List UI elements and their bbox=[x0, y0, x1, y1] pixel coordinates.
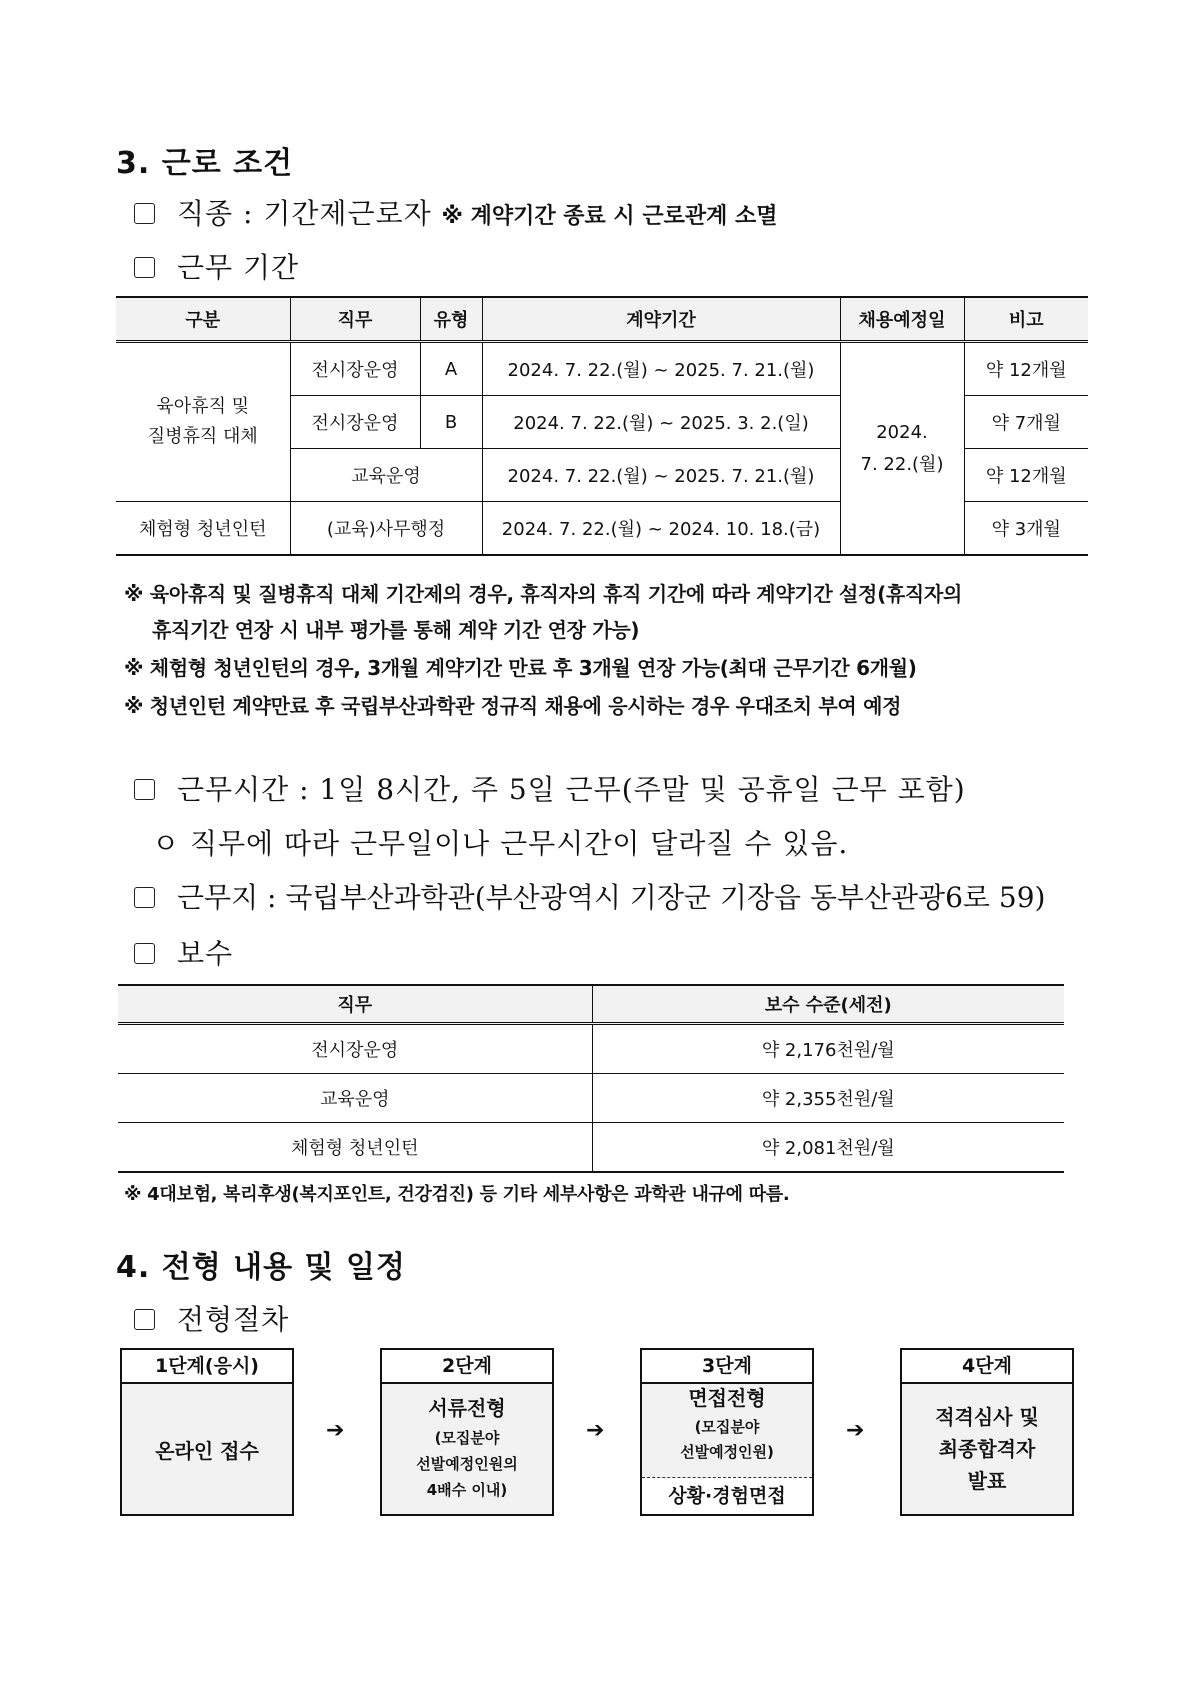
job-type-note: ※ 계약기간 종료 시 근로관계 소멸 bbox=[441, 204, 778, 229]
header-cell: 유형 bbox=[420, 297, 482, 342]
pay-label: 보수 bbox=[177, 937, 234, 970]
pay-line bbox=[134, 932, 233, 972]
step-header: 2단계 bbox=[382, 1350, 552, 1384]
step-body bbox=[902, 1384, 1072, 1514]
step-sub: (모집분야 bbox=[434, 1429, 500, 1447]
work-hours-text: 근무시간 : 1일 8시간, 주 5일 근무(주말 및 공휴일 근무 포함) bbox=[177, 773, 966, 806]
workplace-text: 근무지 : 국립부산과학관(부산광역시 기장군 기장읍 동부산관광6로 59) bbox=[177, 881, 1046, 914]
step-main: 최종합격자 bbox=[938, 1437, 1036, 1461]
step-main: 온라인 접수 bbox=[155, 1438, 259, 1463]
header-cell: 채용예정일 bbox=[840, 297, 964, 342]
job-cell: 전시장운영 bbox=[290, 396, 420, 449]
step-main: 면접전형 bbox=[688, 1386, 766, 1410]
table-row bbox=[118, 1024, 1064, 1074]
step-main: 서류전형 bbox=[428, 1396, 506, 1420]
process-line bbox=[134, 1298, 289, 1338]
work-hours-sub: ㅇ 직무에 따라 근무일이나 근무시간이 달라질 수 있음. bbox=[152, 827, 849, 860]
note-line: ※ 청년인턴 계약만료 후 국립부산과학관 정규직 채용에 응시하는 경우 우대조치 부여 예정 bbox=[124, 694, 902, 718]
step-3-box bbox=[640, 1348, 814, 1516]
header-cell: 비고 bbox=[964, 297, 1088, 342]
note-line: 휴직기간 연장 시 내부 평가를 통해 계약 기간 연장 가능) bbox=[152, 618, 640, 642]
note-cell: 약 3개월 bbox=[964, 502, 1088, 556]
work-hours-line bbox=[134, 768, 966, 808]
pay-table-header bbox=[118, 985, 1064, 1024]
process-label: 전형절차 bbox=[177, 1303, 290, 1336]
checkbox-square-icon bbox=[134, 257, 155, 278]
period-table-header bbox=[116, 297, 1088, 342]
checkbox-square-icon bbox=[134, 1309, 155, 1330]
step-sub: 4배수 이내) bbox=[426, 1481, 508, 1499]
job-cell: 전시장운영 bbox=[290, 342, 420, 396]
hire-date-line: 7. 22.(월) bbox=[860, 453, 944, 475]
note-cell: 약 7개월 bbox=[964, 396, 1088, 449]
table-row bbox=[116, 342, 1088, 396]
job-cell: (교육)사무행정 bbox=[290, 502, 482, 556]
step-1-box bbox=[120, 1348, 294, 1516]
step-body bbox=[382, 1384, 552, 1514]
step-extra: 상황·경험면접 bbox=[642, 1477, 812, 1514]
pay-cell: 약 2,355천원/월 bbox=[592, 1074, 1064, 1123]
group-label-line: 질병휴직 대체 bbox=[147, 426, 258, 447]
pay-cell: 약 2,081천원/월 bbox=[592, 1123, 1064, 1173]
job-type-line bbox=[134, 192, 778, 232]
header-cell: 직무 bbox=[118, 985, 592, 1024]
period-cell: 2024. 7. 22.(월) ~ 2024. 10. 18.(금) bbox=[482, 502, 840, 556]
section-3-title: 3. 근로 조건 bbox=[116, 146, 294, 181]
period-line bbox=[134, 246, 299, 286]
step-main: 발표 bbox=[967, 1469, 1007, 1493]
group-label-line: 육아휴직 및 bbox=[156, 396, 250, 417]
header-cell: 계약기간 bbox=[482, 297, 840, 342]
step-sub: (모집분야 bbox=[694, 1418, 760, 1436]
arrow-right-icon: ➔ bbox=[846, 1418, 865, 1443]
note-cell: 약 12개월 bbox=[964, 449, 1088, 502]
step-header: 4단계 bbox=[902, 1350, 1072, 1384]
checkbox-square-icon bbox=[134, 943, 155, 964]
step-sub: 선발예정인원의 bbox=[416, 1455, 518, 1473]
step-header: 1단계(응시) bbox=[122, 1350, 292, 1384]
step-main: 적격심사 및 bbox=[935, 1405, 1039, 1429]
group-cell-intern: 체험형 청년인턴 bbox=[116, 502, 290, 556]
note-line: ※ 체험형 청년인턴의 경우, 3개월 계약기간 만료 후 3개월 연장 가능(최대 근무기간 6개월) bbox=[124, 656, 917, 680]
checkbox-square-icon bbox=[134, 203, 155, 224]
hire-date-cell bbox=[840, 342, 964, 556]
pay-cell: 약 2,176천원/월 bbox=[592, 1024, 1064, 1074]
header-cell: 보수 수준(세전) bbox=[592, 985, 1064, 1024]
job-cell: 교육운영 bbox=[290, 449, 482, 502]
step-sub: 선발예정인원) bbox=[680, 1443, 774, 1461]
note-line: ※ 육아휴직 및 질병휴직 대체 기간제의 경우, 휴직자의 휴직 기간에 따라 계약기간 설정(휴직자의 bbox=[124, 582, 962, 606]
step-4-box bbox=[900, 1348, 1074, 1516]
table-row bbox=[118, 1123, 1064, 1173]
arrow-right-icon: ➔ bbox=[586, 1418, 605, 1443]
period-label: 근무 기간 bbox=[177, 251, 300, 284]
type-cell: A bbox=[420, 342, 482, 396]
type-cell: B bbox=[420, 396, 482, 449]
checkbox-square-icon bbox=[134, 887, 155, 908]
period-cell: 2024. 7. 22.(월) ~ 2025. 7. 21.(월) bbox=[482, 342, 840, 396]
step-body bbox=[122, 1384, 292, 1514]
pay-note: ※ 4대보험, 복리후생(복지포인트, 건강검진) 등 기타 세부사항은 과학관 내규에 따름. bbox=[124, 1184, 790, 1205]
table-row bbox=[118, 1074, 1064, 1123]
job-cell: 교육운영 bbox=[118, 1074, 592, 1123]
header-cell: 직무 bbox=[290, 297, 420, 342]
job-type-label: 직종 : 기간제근로자 bbox=[177, 197, 432, 230]
hire-date-line: 2024. bbox=[876, 421, 928, 443]
step-body bbox=[642, 1384, 812, 1514]
header-cell: 구분 bbox=[116, 297, 290, 342]
job-cell: 전시장운영 bbox=[311, 1040, 399, 1061]
period-cell: 2024. 7. 22.(월) ~ 2025. 3. 2.(일) bbox=[482, 396, 840, 449]
step-2-box bbox=[380, 1348, 554, 1516]
period-cell: 2024. 7. 22.(월) ~ 2025. 7. 21.(월) bbox=[482, 449, 840, 502]
section-4-title: 4. 전형 내용 및 일정 bbox=[116, 1250, 406, 1285]
arrow-right-icon: ➔ bbox=[326, 1418, 345, 1443]
pay-table bbox=[118, 984, 1064, 1173]
checkbox-square-icon bbox=[134, 779, 155, 800]
workplace-line bbox=[134, 876, 1045, 916]
step-header: 3단계 bbox=[642, 1350, 812, 1384]
job-cell: 체험형 청년인턴 bbox=[118, 1123, 592, 1173]
note-cell: 약 12개월 bbox=[964, 342, 1088, 396]
group-cell-leave bbox=[116, 342, 290, 502]
period-table bbox=[116, 296, 1088, 556]
